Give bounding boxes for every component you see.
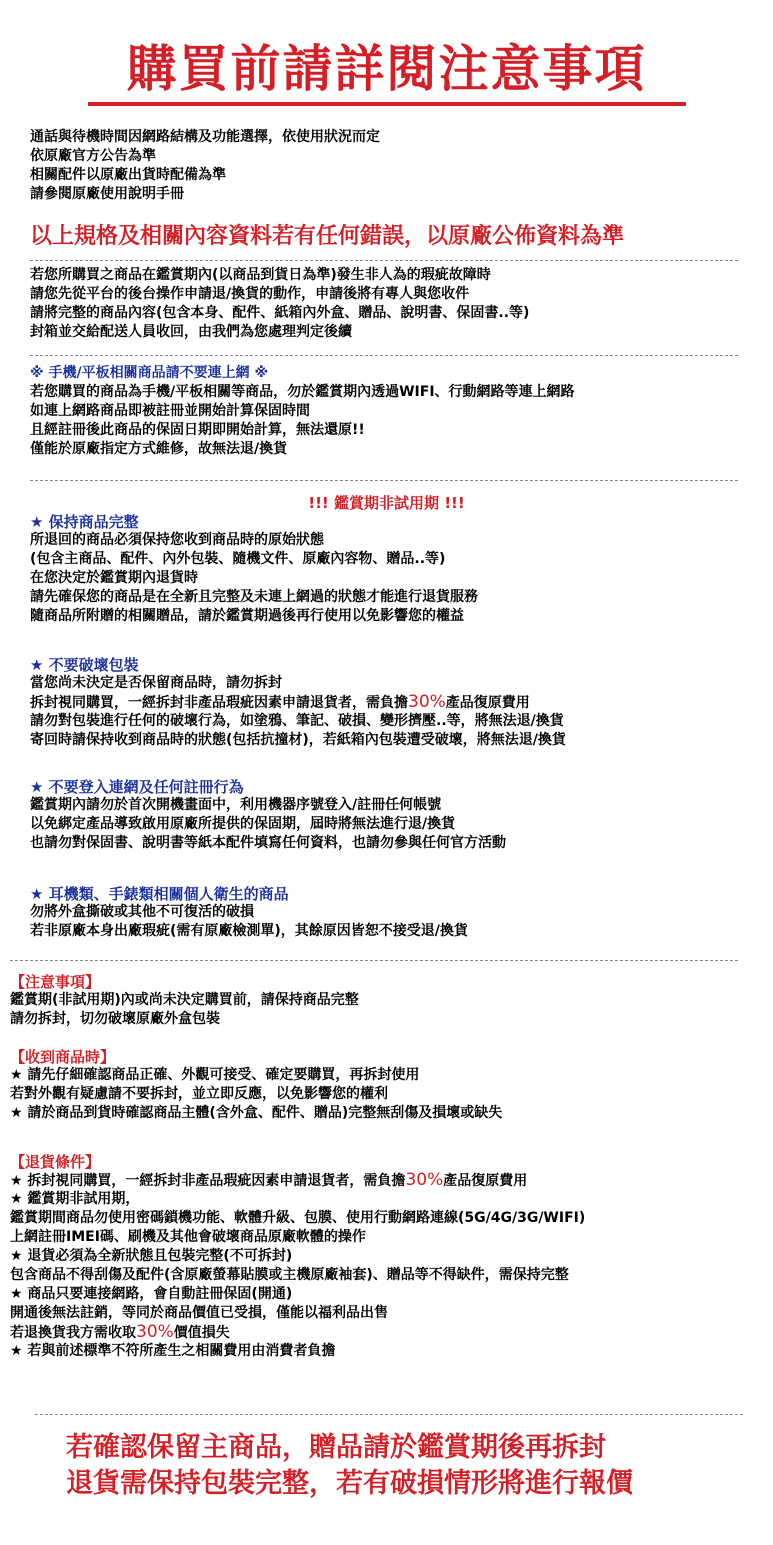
page-title: 購買前請詳閱注意事項	[126, 40, 647, 98]
return-line: ★ 鑑賞期非試用期，	[10, 1191, 140, 1207]
return-line: ★ 商品只要連接網路，會自動註冊保固(開通)	[10, 1286, 293, 1302]
hygiene-section	[30, 884, 763, 941]
network-section	[30, 364, 763, 459]
hygiene-line: 勿將外盒撕破或其他不可復活的破損	[30, 904, 254, 920]
pack-section	[30, 655, 763, 750]
return-line: 上網註冊IMEI碼、刷機及其他會破壞商品原廠軟體的操作	[10, 1229, 366, 1245]
keep-line: (包含主商品、配件、內外包裝、隨機文件、原廠內容物、贈品..等)	[30, 551, 446, 567]
register-section	[30, 777, 763, 853]
divider	[30, 355, 738, 356]
pack-line: 請勿對包裝進行任何的破壞行為，如塗鴉、筆記、破損、變形擠壓..等，將無法退/換貨	[30, 713, 564, 729]
register-line: 鑑賞期內請勿於首次開機畫面中，利用機器序號登入/註冊任何帳號	[30, 797, 442, 813]
hygiene-heading: ★ 耳機類、手錶類相關個人衛生的商品	[30, 885, 289, 903]
keep-line: 請先確保您的商品是在全新且完整及未連上網過的狀態才能進行退貨服務	[30, 589, 478, 605]
spec-notice: 以上規格及相關內容資料若有任何錯誤，以原廠公佈資料為準	[30, 224, 625, 249]
return-loss-percent: 30%	[136, 1322, 174, 1342]
keep-section	[30, 512, 763, 626]
return-fee-percent: 30%	[405, 1170, 444, 1190]
return-line: 鑑賞期間商品勿使用密碼鎖機功能、軟體升級、包膜、使用行動網路連線(5G/4G/3G/WIFI)	[10, 1210, 586, 1226]
pack-fee-percent: 30%	[408, 692, 446, 712]
return-line-text: 若退換貨我方需收取	[10, 1325, 136, 1341]
notes-section	[10, 972, 763, 1029]
divider	[35, 1414, 743, 1415]
pack-line: 寄回時請保持收到商品時的狀態(包括抗撞材)，若紙箱內包裝遭受破壞，將無法退/換貨	[30, 732, 566, 748]
defect-line: 請您先從平台的後台操作申請退/換貨的動作，申請後將有專人與您收件	[30, 286, 470, 302]
pack-line-text: 拆封視同購買，一經拆封非產品瑕疵因素申請退貨者，需負擔	[30, 695, 408, 711]
return-line: ★ 若與前述標準不符所產生之相關費用由消費者負擔	[10, 1343, 336, 1359]
trial-heading: !!! 鑑賞期非試用期 !!!	[308, 494, 465, 512]
keep-line: 隨商品所附贈的相關贈品，請於鑑賞期過後再行使用以免影響您的權益	[30, 608, 464, 624]
receive-section	[10, 1047, 763, 1123]
receive-line: 若對外觀有疑慮請不要拆封，並立即反應，以免影響您的權利	[10, 1086, 388, 1102]
bottom-warning-line: 退貨需保持包裝完整，若有破損情形將進行報價	[66, 1468, 633, 1499]
defect-line: 請將完整的商品內容(包含本身、配件、紙箱內外盒、贈品、說明書、保固書..等)	[30, 305, 530, 321]
divider	[30, 480, 738, 481]
return-line-text: 價值損失	[173, 1325, 230, 1341]
divider	[30, 260, 738, 261]
network-line: 若您購買的商品為手機/平板相關等商品，勿於鑑賞期內透過WIFI、行動網路等連上網路	[30, 384, 575, 400]
return-line-text: 產品復原費用	[443, 1173, 528, 1189]
network-line: 且經註冊後此商品的保固日期即開始計算，無法還原!!	[30, 422, 365, 438]
notes-line: 鑑賞期(非試用期)內或尚未決定購買前，請保持商品完整	[10, 992, 359, 1008]
return-line	[10, 1323, 763, 1342]
defect-section	[30, 266, 763, 342]
notes-tag: 【注意事項】	[10, 973, 101, 991]
pack-line	[30, 693, 763, 712]
register-line: 也請勿對保固書、說明書等紙本配件填寫任何資料，也請勿參與任何官方活動	[30, 835, 506, 851]
bottom-warning	[66, 1430, 773, 1502]
return-tag: 【退貨條件】	[10, 1153, 101, 1171]
keep-line: 所退回的商品必須保持您收到商品時的原始狀態	[30, 532, 324, 548]
return-line-text: ★ 拆封視同購買，一經拆封非產品瑕疵因素申請退貨者，需負擔	[10, 1173, 406, 1189]
title-underline	[88, 102, 686, 106]
pack-line: 當您尚未決定是否保留商品時，請勿拆封	[30, 675, 282, 691]
defect-line: 封箱並交給配送人員收回，由我們為您處理判定後續	[30, 324, 352, 340]
intro-line: 通話與待機時間因網路結構及功能選擇，依使用狀況而定	[30, 129, 380, 145]
divider	[10, 960, 738, 961]
return-line: 開通後無法註銷，等同於商品價值已受損，僅能以福利品出售	[10, 1305, 388, 1321]
return-section	[10, 1152, 763, 1361]
return-line	[10, 1171, 763, 1190]
defect-line: 若您所購買之商品在鑑賞期內(以商品到貨日為準)發生非人為的瑕疵故障時	[30, 267, 491, 283]
bottom-warning-line: 若確認保留主商品，贈品請於鑑賞期後再拆封	[66, 1432, 606, 1463]
register-heading: ★ 不要登入連網及任何註冊行為	[30, 778, 244, 796]
intro-line: 依原廠官方公告為準	[30, 148, 156, 164]
intro-line: 請參閱原廠使用說明手冊	[30, 186, 184, 202]
intro-line: 相關配件以原廠出貨時配備為準	[30, 167, 226, 183]
return-line: 包含商品不得刮傷及配件(含原廠螢幕貼膜或主機原廠袖套)、贈品等不得缺件，需保持完整	[10, 1267, 569, 1283]
keep-heading: ★ 保持商品完整	[30, 513, 139, 531]
notes-line: 請勿拆封，切勿破壞原廠外盒包裝	[10, 1011, 220, 1027]
network-line: 如連上網路商品即被註冊並開始計算保固時間	[30, 403, 310, 419]
receive-tag: 【收到商品時】	[10, 1048, 116, 1066]
hygiene-line: 若非原廠本身出廠瑕疵(需有原廠檢測單)，其餘原因皆恕不接受退/換貨	[30, 923, 468, 939]
intro-section	[30, 128, 763, 204]
receive-line: ★ 請於商品到貨時確認商品主體(含外盒、配件、贈品)完整無刮傷及損壞或缺失	[10, 1105, 503, 1121]
receive-line: ★ 請先仔細確認商品正確、外觀可接受、確定要購買，再拆封使用	[10, 1067, 420, 1083]
pack-line-text: 產品復原費用	[445, 695, 530, 711]
register-line: 以免綁定產品導致啟用原廠所提供的保固期，屆時將無法進行退/換貨	[30, 816, 456, 832]
network-heading: ※ 手機/平板相關商品請不要連上網 ※	[30, 365, 269, 381]
pack-heading: ★ 不要破壞包裝	[30, 656, 139, 674]
return-line: ★ 退貨必須為全新狀態且包裝完整(不可拆封)	[10, 1248, 293, 1264]
network-line: 僅能於原廠指定方式維修，故無法退/換貨	[30, 441, 288, 457]
keep-line: 在您決定於鑑賞期內退貨時	[30, 570, 198, 586]
